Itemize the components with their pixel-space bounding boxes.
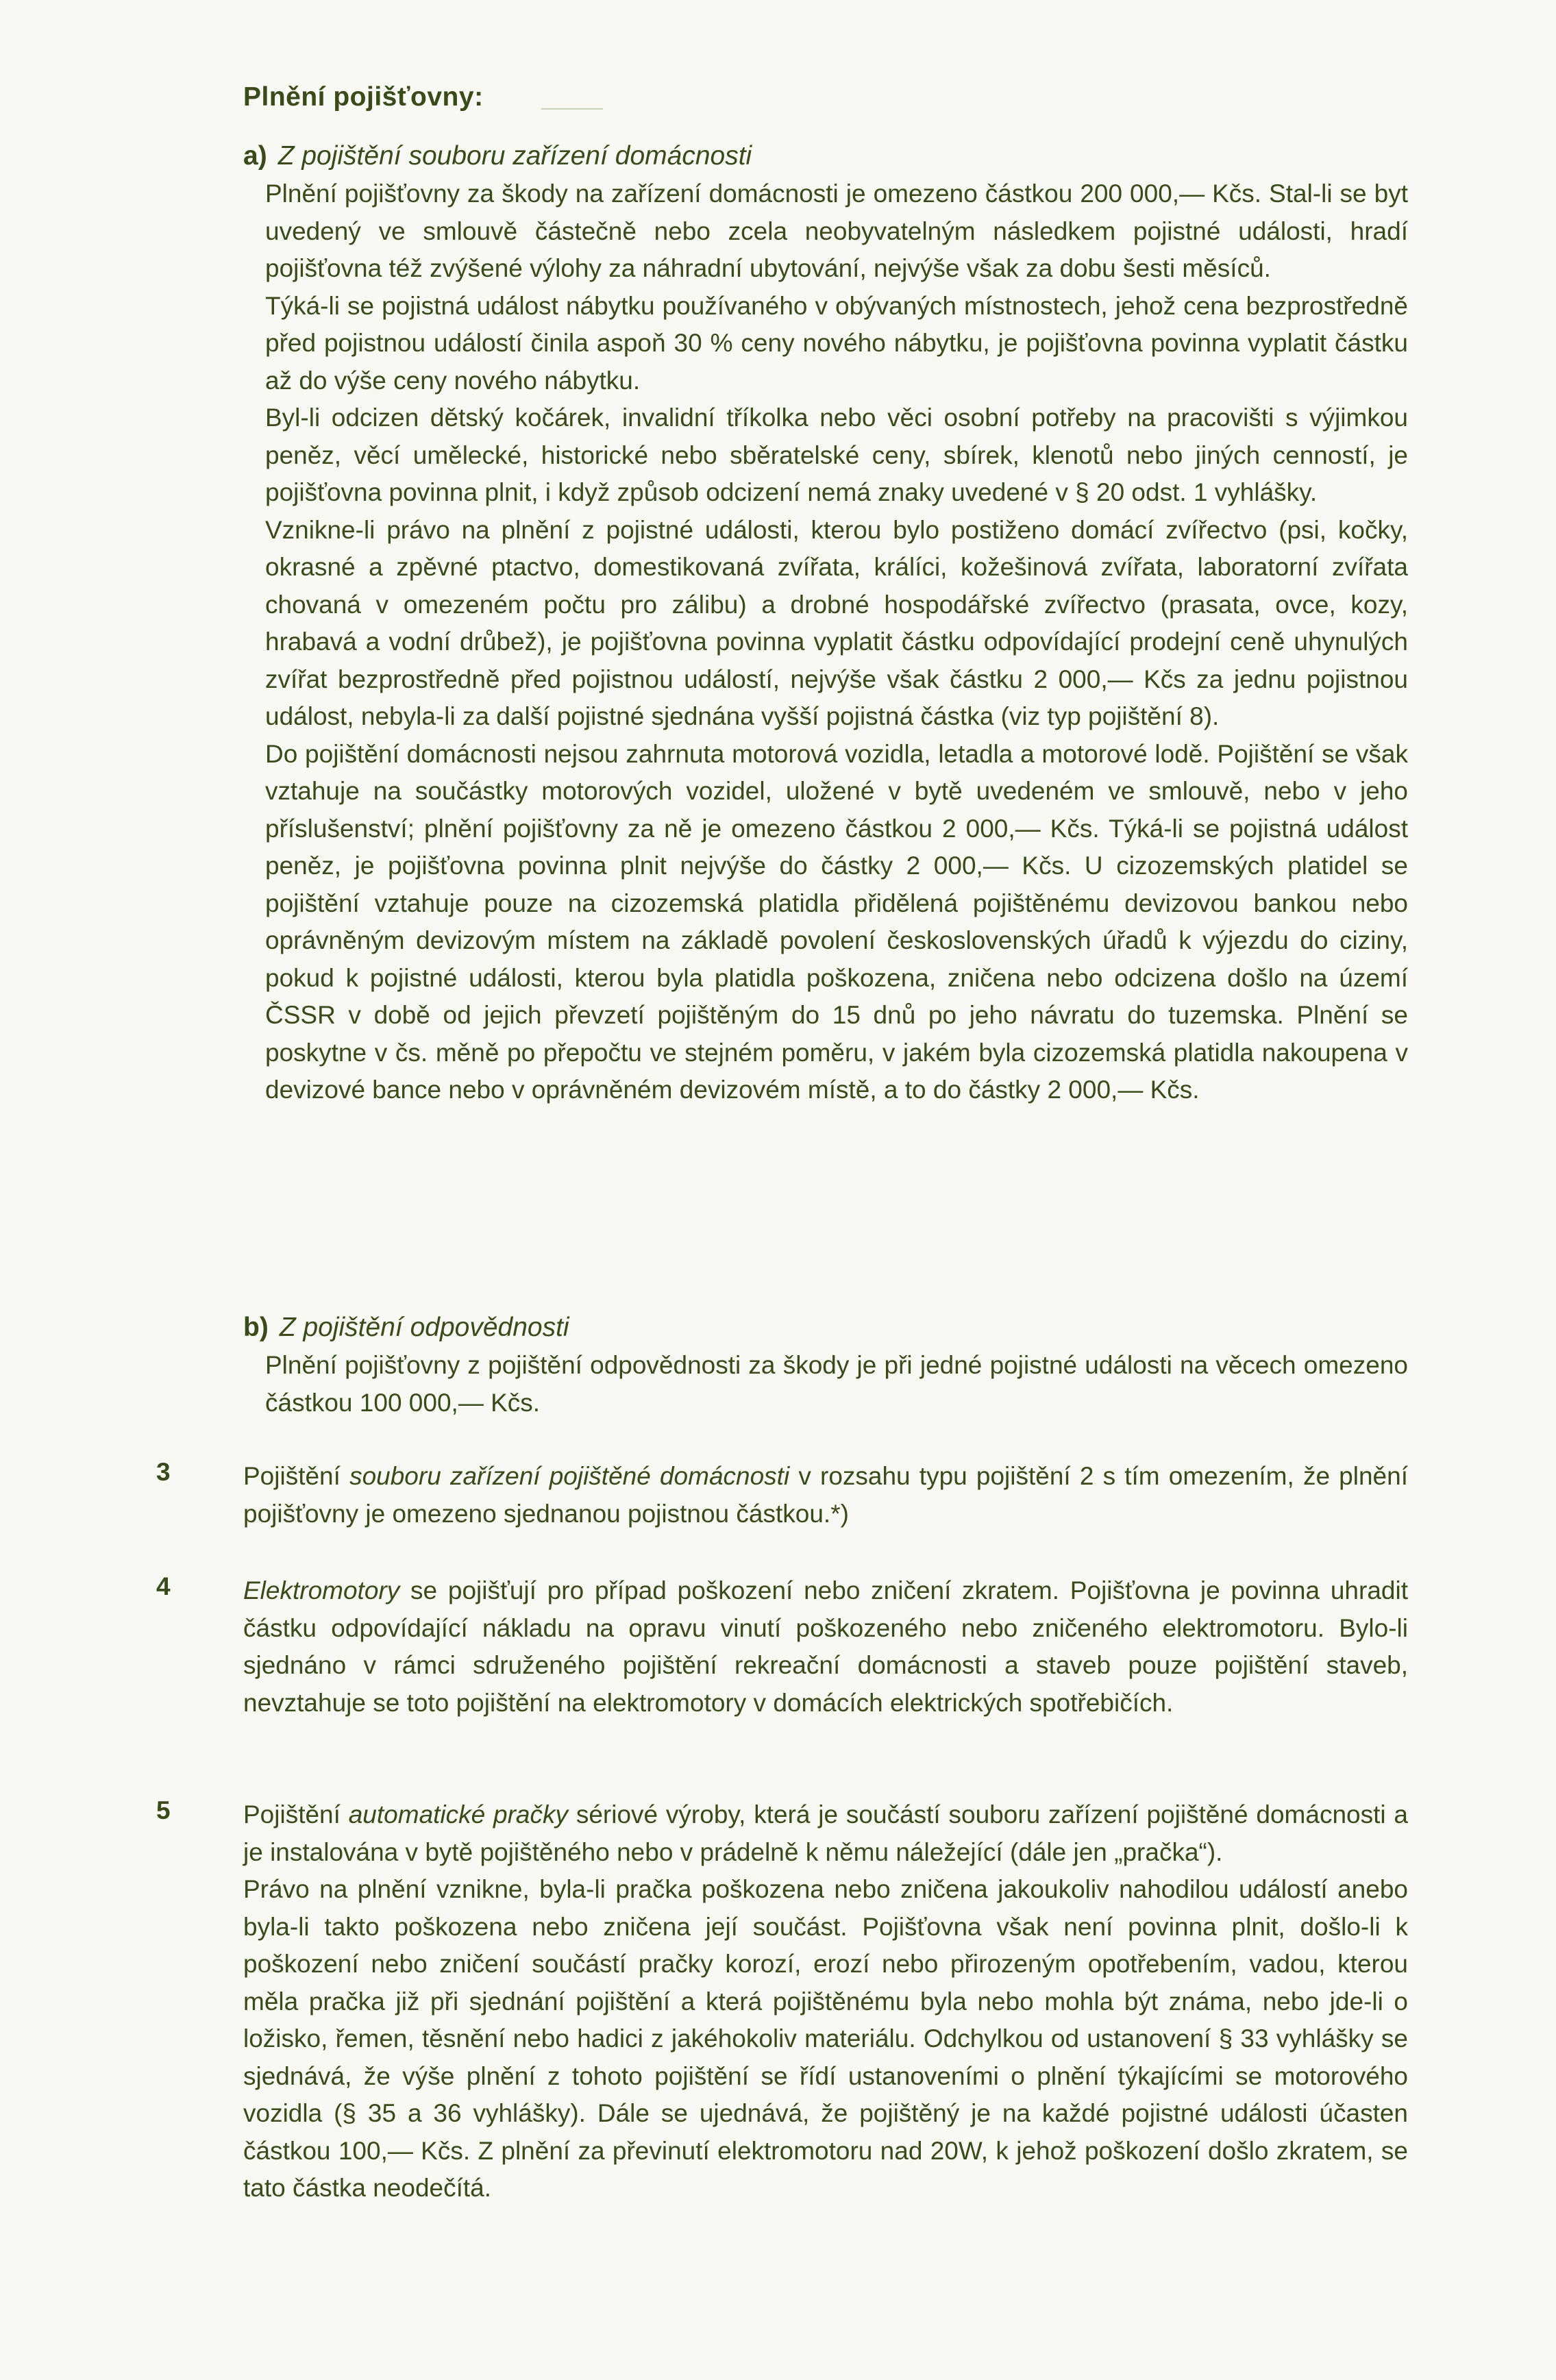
paragraph: Vznikne-li právo na plnění z pojistné události, kterou bylo postiženo domácí zvířectvo (psi, kočky, okrasné a zpěvné ptactvo, domestikovaná zvířata, králíci, kožešinová zvířata, laboratorní zvířata chovaná v omezeném počtu pro zálibu) a drobné hospodářské zvířectvo (prasata, ovce, kozy, hrabavá a vodní drůbež), je pojišťovna povinna vyplatit částku odpovídající prodejní ceně uhynulých zvířat bezprostředně před pojistnou událostí, nejvýše však částku 2 000,— Kčs za jednu pojistnou událost, nebyla-li za další pojistné sjednána vyšší pojistná částka (viz typ pojištění 8). [265, 515, 1408, 730]
paragraph: Plnění pojišťovny z pojištění odpovědnosti za škody je při jedné pojistné události na věcech omezeno částkou 100 000,— Kčs. [265, 1351, 1408, 1417]
section-b-label: b) [243, 1313, 269, 1342]
paragraph: Plnění pojišťovny za škody na zařízení domácnosti je omezeno částkou 200 000,— Kčs. Stal-li se byt uvedený ve smlouvě částečně nebo zcela neobyvatelným následkem pojistné události, hradí pojišťovna též zvýšené výlohy za náhradní ubytování, nejvýše však za dobu šesti měsíců. [265, 179, 1408, 282]
divider [541, 108, 603, 110]
section-b [243, 1309, 1408, 1422]
paragraph [243, 1458, 1408, 1533]
item-4-number: 4 [156, 1572, 171, 1600]
item-4 [243, 1572, 1408, 1722]
section-b-heading [243, 1309, 1408, 1347]
section-b-body [243, 1347, 1408, 1422]
item-3 [243, 1458, 1408, 1533]
item-4-text: se pojišťují pro případ poškození nebo zničení zkratem. Pojišťovna je povinna uhradit částku odpovídající nákladu na opravu vinutí poškozeného nebo zničeného elektromotoru. Bylo-li sjednáno v rámci sdruženého pojištění rekreační domácnosti a staveb pouze pojištění staveb, nevztahuje se toto pojištění na elektromotory v domácích elektrických spotřebičích. [243, 1576, 1408, 1717]
item-3-italic: souboru zařízení pojištěné domácnosti [349, 1462, 790, 1490]
item-4-italic: Elektromotory [243, 1576, 400, 1604]
item-3-number: 3 [156, 1458, 171, 1486]
section-a-body [243, 175, 1408, 1109]
item-5 [243, 1796, 1408, 2207]
item-5-text-end: sériové výroby, která je součástí souboru zařízení pojištěné domácnosti a je instalována v bytě pojištěného nebo v prádelně k němu náležející (dále jen „pračka“). [243, 1800, 1408, 1866]
item-5-text-start: Pojištění [243, 1800, 349, 1829]
section-a-title: Z pojištění souboru zařízení domácnosti [277, 141, 752, 171]
paragraph: Týká-li se pojistná událost nábytku používaného v obývaných místnostech, jehož cena bezprostředně před pojistnou událostí činila aspoň 30 % ceny nového nábytku, je pojišťovna povinna vyplatit částku až do výše ceny nového nábytku. [265, 291, 1408, 395]
section-a [243, 137, 1408, 1109]
paragraph [243, 1572, 1408, 1722]
item-5-italic: automatické pračky [348, 1800, 569, 1829]
page-heading: Plnění pojišťovny: [243, 82, 484, 112]
item-3-text-end: v rozsahu typu pojištění 2 s tím omezením, že plnění pojišťovny je omezeno sjednanou pojistnou částkou.*) [243, 1462, 1408, 1528]
item-5-number: 5 [156, 1796, 171, 1824]
paragraph: Byl-li odcizen dětský kočárek, invalidní tříkolka nebo věci osobní potřeby na pracovišti s výjimkou peněz, věcí umělecké, historické nebo sběratelské ceny, sbírek, klenotů nebo jiných cenností, je pojišťovna povinna plnit, i když způsob odcizení nemá znaky uvedené v § 20 odst. 1 vyhlášky. [265, 404, 1408, 506]
paragraph: Do pojištění domácnosti nejsou zahrnuta motorová vozidla, letadla a motorové lodě. Pojištění se však vztahuje na součástky motorových vozidel, uložené v bytě uvedeném ve smlouvě, nebo v jeho příslušenství; plnění pojišťovny za ně je omezeno částkou 2 000,— Kčs. Týká-li se pojistná událost peněz, je pojišťovna povinna plnit nejvýše do částky 2 000,— Kčs. U cizozemských platidel se pojištění vztahuje pouze na cizozemská platidla přidělená pojištěnému devizovou bankou nebo oprávněným devizovým místem na základě povolení československých úřadů k výjezdu do ciziny, pokud k pojistné události, kterou byla platidla poškozena, zničena nebo odcizena došlo na území ČSSR v době od jejich převzetí pojištěným do 15 dnů po jeho návratu do tuzemska. Plnění se poskytne v čs. měně po přepočtu ve stejném poměru, v jakém byla cizozemská platidla nakoupena v devizové bance nebo v oprávněném devizovém místě, a to do částky 2 000,— Kčs. [265, 739, 1408, 1104]
section-a-heading [243, 137, 1408, 175]
section-b-title: Z pojištění odpovědnosti [279, 1313, 569, 1342]
paragraph [243, 1796, 1408, 1871]
item-3-text-start: Pojištění [243, 1462, 350, 1490]
paragraph: Právo na plnění vznikne, byla-li pračka poškozena nebo zničena jakoukoliv nahodilou událostí anebo byla-li takto poškozena nebo zničena její součást. Pojišťovna však není povinna plnit, došlo-li k poškození nebo zničení součástí pračky korozí, erozí nebo přirozeným opotřebením, vadou, kterou měla pračka již při sjednání pojištění a která pojištěnému byla nebo mohla být známa, nebo jde-li o ložisko, řemen, těsnění nebo hadici z jakéhokoliv materiálu. Odchylkou od ustanovení § 33 vyhlášky se sjednává, že výše plnění z tohoto pojištění se řídí ustanoveními o plnění týkajícími se motorového vozidla (§ 35 a 36 vyhlášky). Dále se ujednává, že pojištěný je na každé pojistné události účasten částkou 100,— Kčs. Z plnění za převinutí elektromotoru nad 20W, k jehož poškození došlo zkratem, se tato částka neodečítá. [243, 1875, 1408, 2202]
section-a-label: a) [243, 141, 267, 171]
